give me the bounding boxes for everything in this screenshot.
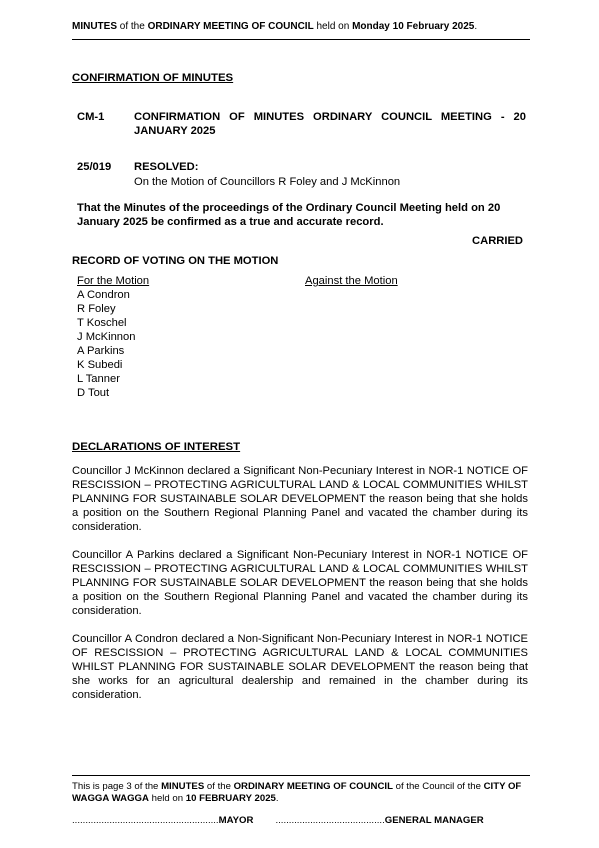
footer-minutes: MINUTES [161,781,205,792]
gm-signature-dots: ......................................... [275,815,385,826]
voter-name: A Parkins [77,345,125,357]
header-text: held on [313,21,353,32]
voter-name: K Subedi [77,359,123,371]
for-voter-list [77,288,135,400]
footer-text: This is page 3 of the [72,781,162,792]
against-motion-label: Against the Motion [305,275,398,287]
voter-name: R Foley [77,303,116,315]
signature-line [72,815,530,827]
page-footer [72,781,530,806]
header-meeting: ORDINARY MEETING OF COUNCIL [147,21,314,32]
footer-meeting: ORDINARY MEETING OF COUNCIL [233,781,393,792]
voter-name: J McKinnon [77,331,136,343]
mover-text: On the Motion of Councillors R Foley and J McKinnon [134,176,401,188]
mayor-signature-dots: ....................................................... [72,815,219,826]
for-motion-label: For the Motion [77,275,150,287]
voting-heading: RECORD OF VOTING ON THE MOTION [72,255,279,267]
item-title: CONFIRMATION OF MINUTES ORDINARY COUNCIL MEETING - 20 JANUARY 2025 [134,111,526,137]
resolution-number: 25/019 [77,161,112,173]
footer-date: 10 FEBRUARY 2025 [185,793,276,805]
general-manager-label: GENERAL MANAGER [384,815,484,826]
voter-name: A Condron [77,289,130,301]
declarations-heading: DECLARATIONS OF INTEREST [72,441,241,453]
header-date: Monday 10 February 2025 [352,21,475,32]
item-code: CM-1 [77,111,105,123]
page-header [72,20,530,33]
header-divider [72,39,530,40]
footer-text: . [275,793,279,805]
footer-text: held on [148,793,186,805]
voter-name: L Tanner [77,373,120,385]
header-minutes: MINUTES [72,21,117,32]
header-text: . [474,21,478,32]
voter-name: T Koschel [77,317,127,329]
confirmation-heading: CONFIRMATION OF MINUTES [72,72,234,84]
motion-result: CARRIED [472,235,523,247]
declaration-paragraph: Councillor J McKinnon declared a Significant Non-Pecuniary Interest in NOR-1 NOTICE OF RESCISSION – PROTECTING AGRICULTURAL LAND & LOCAL COMMUNITIES WHILST PLANNING FOR SUSTAINABLE SOLAR DEVELOPMENT the reason being that she holds a position on the Southern Regional Planning Panel and vacated the chamber during its consideration. [72,465,528,533]
resolved-label: RESOLVED: [134,161,199,173]
footer-text: of the [204,781,234,792]
footer-council: CITY OF WAGGA WAGGA [72,781,522,805]
declaration-paragraph: Councillor A Condron declared a Non-Significant Non-Pecuniary Interest in NOR-1 NOTICE OF RESCISSION – PROTECTING AGRICULTURAL LAND & LOCAL COMMUNITIES WHILST PLANNING FOR SUSTAINABLE SOLAR DEVELOPMENT the reason being that she works for an agricultural dealership and remained in the chamber during its consideration. [72,633,528,701]
declaration-paragraph: Councillor A Parkins declared a Significant Non-Pecuniary Interest in NOR-1 NOTICE OF RESCISSION – PROTECTING AGRICULTURAL LAND & LOCAL COMMUNITIES WHILST PLANNING FOR SUSTAINABLE SOLAR DEVELOPMENT the reason being that she holds a position on the Southern Regional Planning Panel and vacated the chamber during its consideration. [72,549,528,617]
motion-text: That the Minutes of the proceedings of the Ordinary Council Meeting held on 20 January 2025 be confirmed as a true and accurate record. [77,202,501,228]
mayor-label: MAYOR [218,815,254,826]
footer-divider [72,775,530,776]
header-text: of the [117,21,148,32]
footer-text: of the Council of the [392,781,484,792]
voter-name: D Tout [77,387,110,399]
